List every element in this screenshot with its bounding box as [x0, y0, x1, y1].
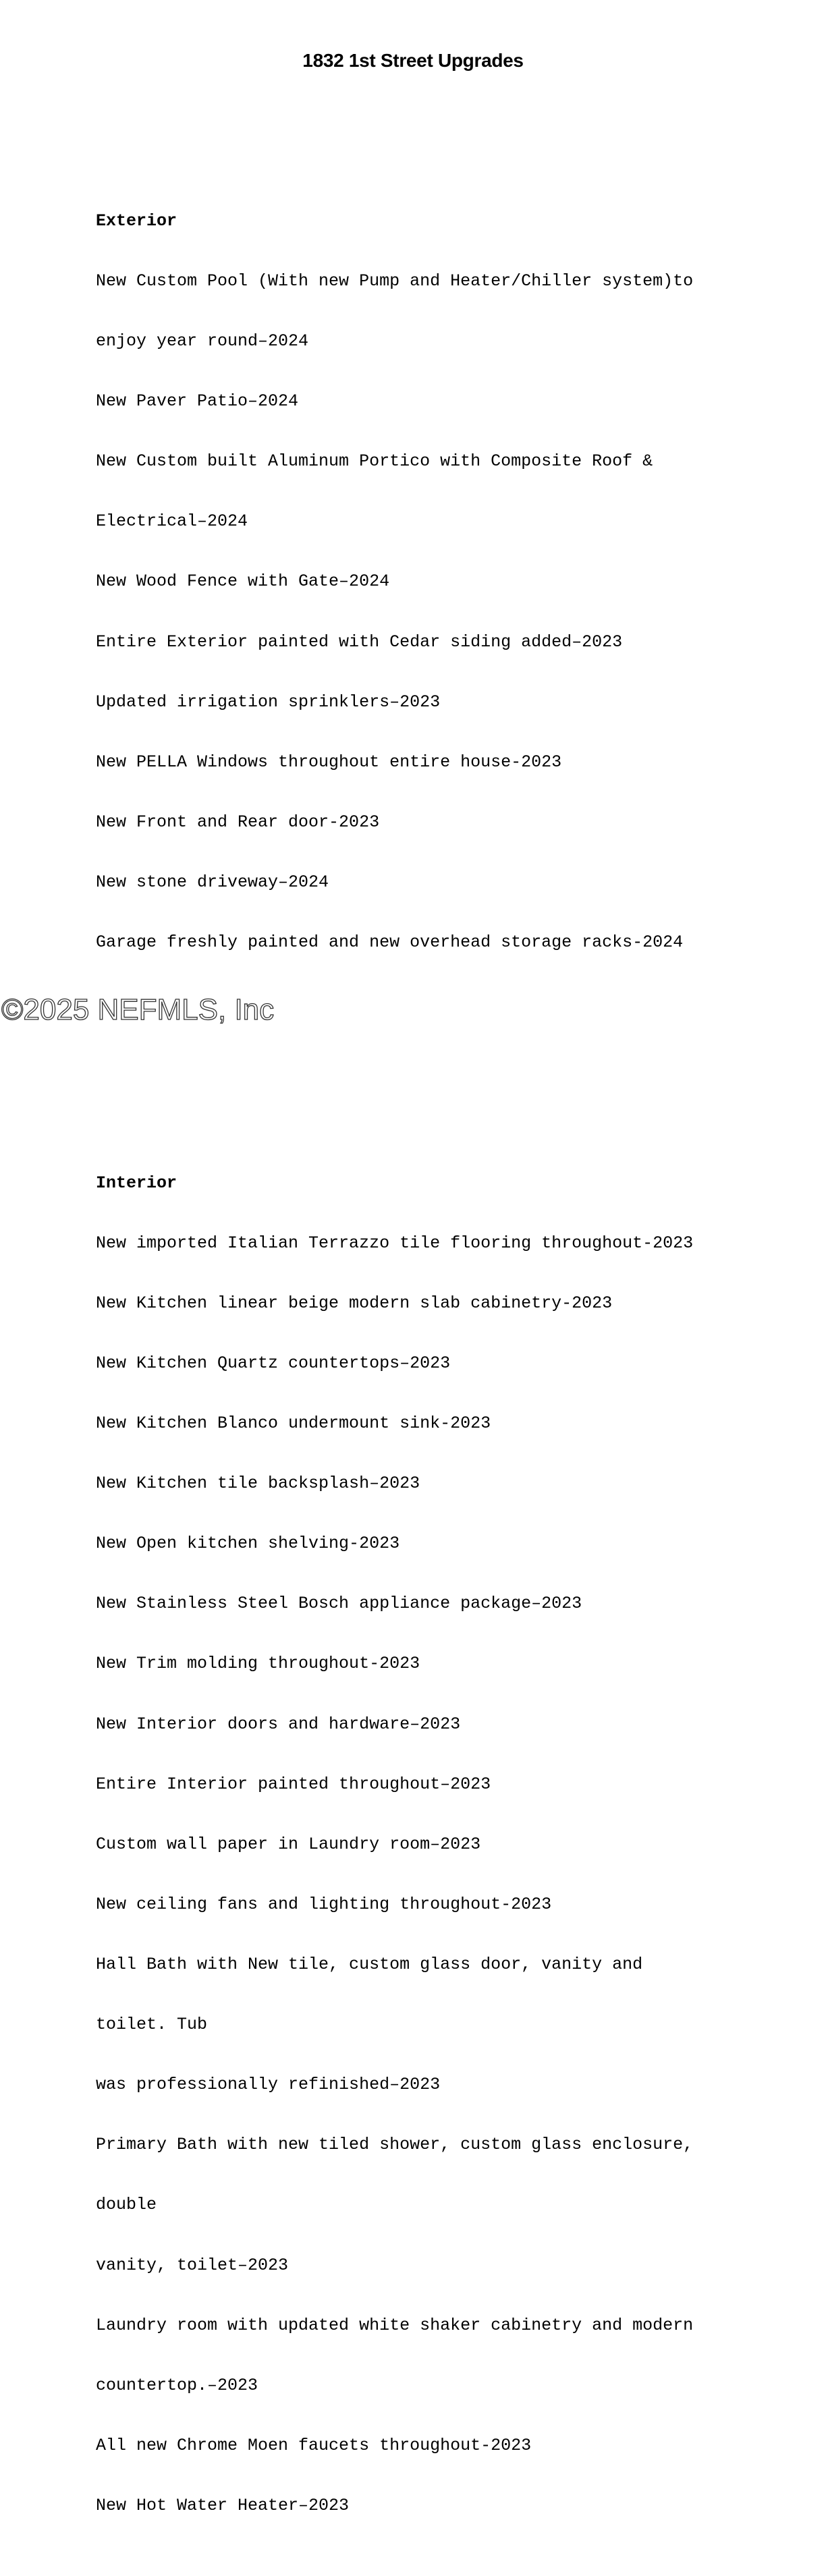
- exterior-line: New PELLA Windows throughout entire house-2023: [96, 752, 562, 772]
- interior-line: New ceiling fans and lighting throughout-2023: [96, 1894, 552, 1914]
- interior-section: [96, 1133, 771, 2556]
- exterior-section: [96, 171, 771, 992]
- interior-line: New Trim molding throughout-2023: [96, 1654, 420, 1674]
- document-body: [96, 131, 771, 2576]
- interior-line: was professionally refinished–2023: [96, 2075, 441, 2095]
- interior-heading: Interior: [96, 1173, 177, 1193]
- interior-line: New Kitchen linear beige modern slab cabinetry-2023: [96, 1293, 613, 1313]
- interior-line: double: [96, 2195, 157, 2215]
- interior-line: Entire Interior painted throughout–2023: [96, 1774, 491, 1794]
- interior-line: New imported Italian Terrazzo tile flooring throughout-2023: [96, 1233, 694, 1253]
- exterior-line: New Wood Fence with Gate–2024: [96, 571, 390, 592]
- exterior-line: enjoy year round–2024: [96, 331, 309, 352]
- interior-line: New Hot Water Heater–2023: [96, 2495, 350, 2515]
- exterior-line: Entire Exterior painted with Cedar siding added–2023: [96, 632, 623, 652]
- exterior-line: New Paver Patio–2024: [96, 391, 299, 412]
- interior-line: New Stainless Steel Bosch appliance package–2023: [96, 1594, 582, 1614]
- exterior-line: New Custom Pool (With new Pump and Heater/Chiller system)to: [96, 271, 694, 291]
- document-title: 1832 1st Street Upgrades: [302, 50, 524, 71]
- exterior-line: New Front and Rear door-2023: [96, 812, 380, 832]
- interior-line: New Kitchen Blanco undermount sink-2023: [96, 1413, 491, 1433]
- copyright-watermark: ©2025 NEFMLS, Inc: [1, 993, 275, 1026]
- exterior-line: New stone driveway–2024: [96, 872, 329, 893]
- exterior-line: New Custom built Aluminum Portico with Composite Roof &: [96, 451, 653, 472]
- exterior-line: Garage freshly painted and new overhead storage racks-2024: [96, 932, 684, 953]
- interior-line: toilet. Tub: [96, 2015, 208, 2035]
- interior-line: New Kitchen Quartz countertops–2023: [96, 1353, 451, 1373]
- interior-line: vanity, toilet–2023: [96, 2255, 289, 2275]
- interior-line: New Open kitchen shelving-2023: [96, 1534, 400, 1554]
- exterior-heading: Exterior: [96, 211, 177, 231]
- interior-line: All new Chrome Moen faucets throughout-2023: [96, 2435, 532, 2455]
- section-spacer: [96, 1053, 771, 1073]
- exterior-line: Updated irrigation sprinklers–2023: [96, 692, 441, 712]
- exterior-line: Electrical–2024: [96, 511, 248, 532]
- interior-line: Hall Bath with New tile, custom glass door, vanity and: [96, 1954, 643, 1974]
- interior-line: countertop.–2023: [96, 2375, 258, 2395]
- interior-line: Custom wall paper in Laundry room–2023: [96, 1834, 481, 1854]
- interior-line: New Kitchen tile backsplash–2023: [96, 1474, 420, 1494]
- interior-line: Primary Bath with new tiled shower, custom glass enclosure,: [96, 2135, 694, 2155]
- interior-line: New Interior doors and hardware–2023: [96, 1714, 461, 1734]
- interior-line: Laundry room with updated white shaker cabinetry and modern: [96, 2315, 694, 2335]
